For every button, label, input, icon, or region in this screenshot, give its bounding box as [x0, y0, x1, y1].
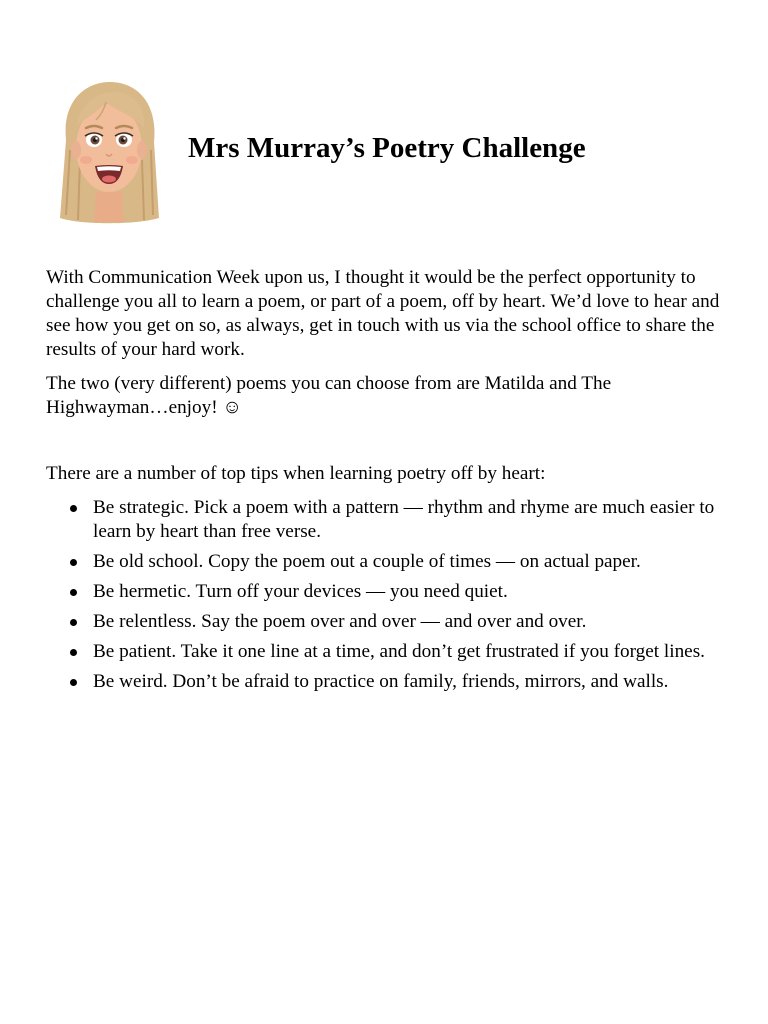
tip-text: Be patient. Take it one line at a time, and don’t get frustrated if you forget lines. — [93, 641, 705, 662]
memoji-avatar-icon — [56, 80, 162, 225]
page-title: Mrs Murray’s Poetry Challenge — [188, 132, 586, 164]
document-body — [46, 266, 736, 700]
intro-paragraph: With Communication Week upon us, I thought it would be the perfect opportunity to challenge you all to learn a poem, or part of a poem, off by heart. We’d love to hear and see how you get on so, as always, get in touch with us via the school office to share the results of your hard work. — [46, 267, 720, 360]
tip-text: Be old school. Copy the poem out a couple of times — on actual paper. — [93, 551, 641, 572]
tip-text: Be weird. Don’t be afraid to practice on family, friends, mirrors, and walls. — [93, 671, 669, 692]
bullet-icon — [70, 619, 77, 626]
bullet-icon — [70, 589, 77, 596]
tip-text: Be relentless. Say the poem over and over — and over and over. — [93, 611, 587, 632]
list-item — [46, 580, 736, 604]
list-item — [46, 496, 736, 544]
tip-text: Be hermetic. Turn off your devices — you need quiet. — [93, 581, 508, 602]
document-header — [56, 80, 736, 225]
list-item — [46, 670, 736, 694]
poems-paragraph: The two (very different) poems you can choose from are Matilda and The Highwayman…enjoy! ☺ — [46, 373, 612, 418]
bullet-icon — [70, 559, 77, 566]
list-item — [46, 610, 736, 634]
list-item — [46, 640, 736, 664]
tips-intro-paragraph: There are a number of top tips when learning poetry off by heart: — [46, 463, 546, 484]
tip-text: Be strategic. Pick a poem with a pattern — rhythm and rhyme are much easier to learn by heart than free verse. — [93, 497, 715, 542]
bullet-icon — [70, 679, 77, 686]
bullet-icon — [70, 649, 77, 656]
bullet-icon — [70, 505, 77, 512]
tips-list — [46, 496, 736, 694]
list-item — [46, 550, 736, 574]
